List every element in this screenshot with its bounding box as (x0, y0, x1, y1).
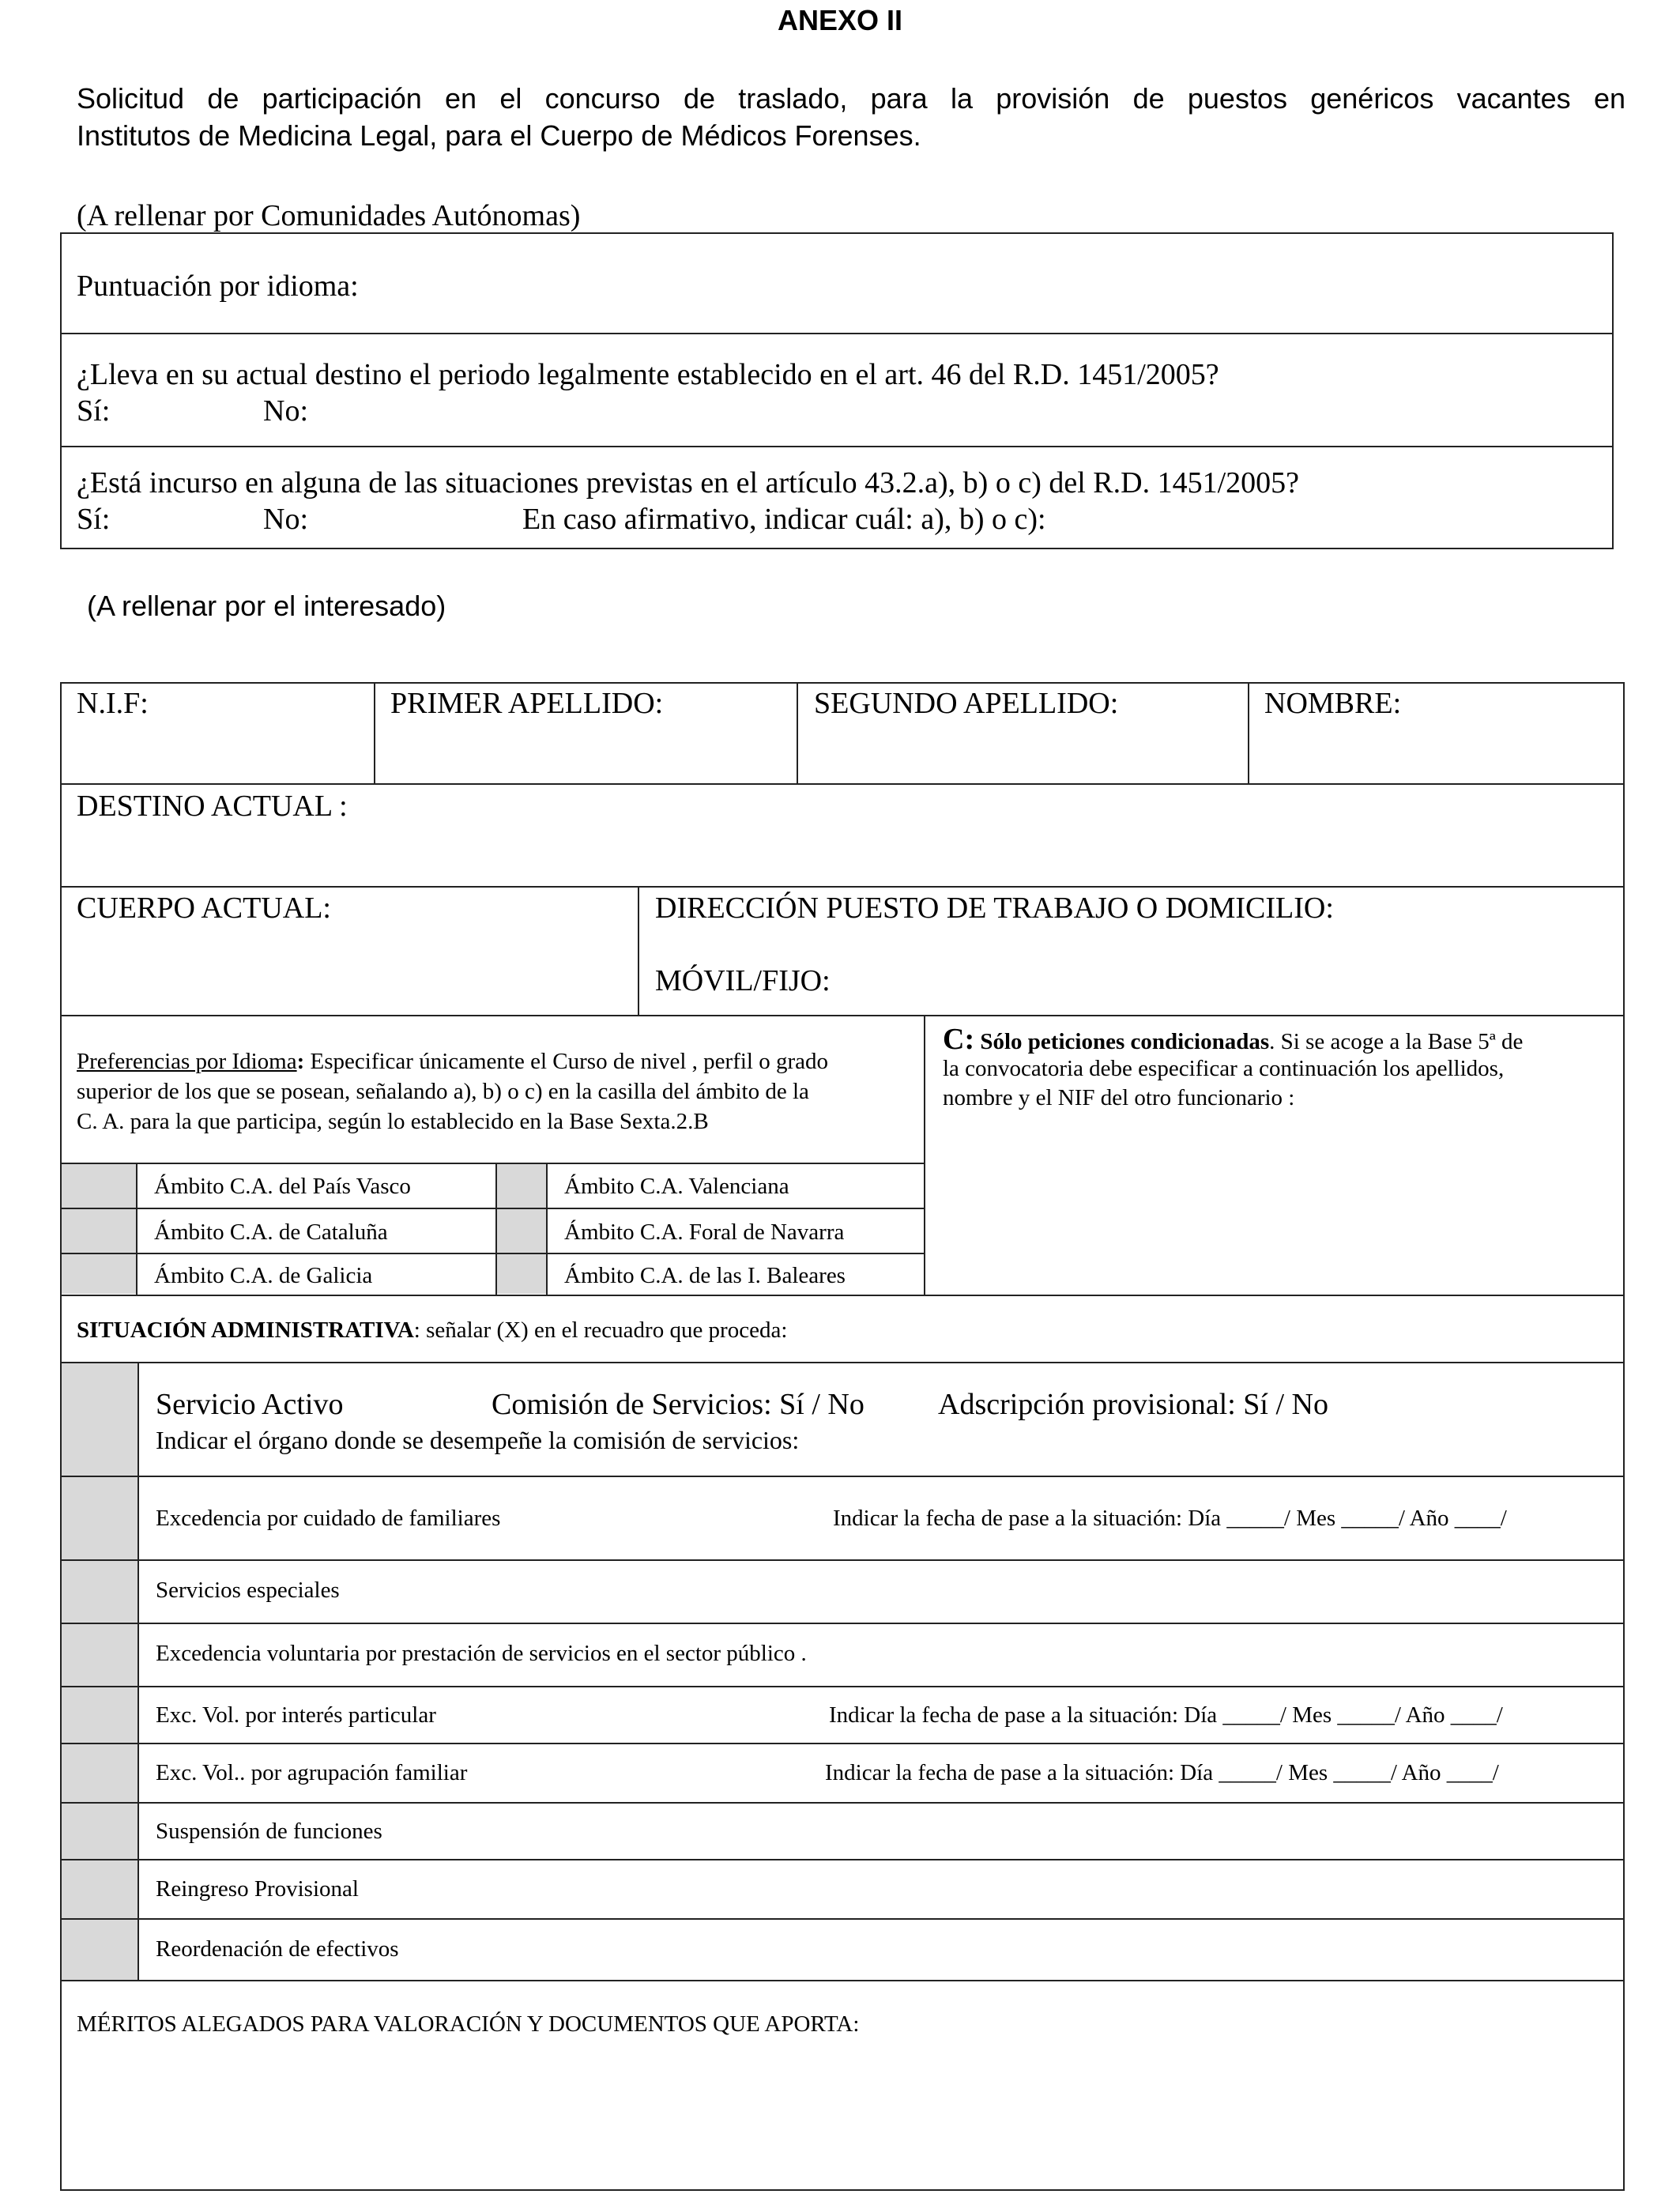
cuerpo-actual-field[interactable]: CUERPO ACTUAL: (77, 892, 331, 925)
q2-no[interactable]: No: (263, 503, 308, 536)
intro-line-1: Solicitud de participación en el concurso de traslado, para la provisión de puestos genéricos vacantes en (77, 82, 1625, 115)
divider (60, 446, 1614, 447)
idioma-text-1 (77, 1050, 828, 1073)
nif-field[interactable]: N.I.F: (77, 687, 149, 720)
meritos-field[interactable]: MÉRITOS ALEGADOS PARA VALORACIÓN Y DOCUMENTOS QUE APORTA: (77, 2011, 860, 2037)
ambito-valenciana: Ámbito C.A. Valenciana (564, 1174, 789, 1199)
idioma-label: Preferencias por Idioma (77, 1049, 297, 1074)
ambito-cataluna: Ámbito C.A. de Cataluña (154, 1220, 388, 1245)
condicionadas-text: . Si se acoge a la Base 5ª de (1269, 1029, 1524, 1054)
situacion-heading (77, 1319, 787, 1342)
fecha-pase-field[interactable]: Indicar la fecha de pase a la situación: Día _____/ Mes _____/ Año ____/ (833, 1506, 1507, 1531)
segundo-apellido-field[interactable]: SEGUNDO APELLIDO: (814, 687, 1119, 720)
situacion-reingreso: Reingreso Provisional (156, 1876, 359, 1902)
ambito-checkbox-column[interactable] (62, 1164, 136, 1294)
situacion-checkbox-column[interactable] (62, 1363, 137, 1980)
puntuacion-label: Puntuación por idioma: (77, 270, 359, 303)
idioma-colon: : (296, 1049, 305, 1074)
divider (60, 333, 1614, 334)
situacion-reordenacion: Reordenación de efectivos (156, 1936, 399, 1962)
q2-si[interactable]: Sí: (77, 503, 111, 536)
situacion-suspension: Suspensión de funciones (156, 1819, 382, 1844)
condicionadas-text-2: la convocatoria debe especificar a continuación los apellidos, (943, 1056, 1505, 1081)
intro-line-2: Institutos de Medicina Legal, para el Cuerpo de Médicos Forenses. (77, 119, 921, 152)
ambito-pais-vasco: Ámbito C.A. del País Vasco (154, 1174, 411, 1199)
ambito-baleares: Ámbito C.A. de las I. Baleares (564, 1263, 846, 1288)
primer-apellido-field[interactable]: PRIMER APELLIDO: (390, 687, 664, 720)
question-1: ¿Lleva en su actual destino el periodo legalmente establecido en el art. 46 del R.D. 1451/2005? (77, 358, 1219, 391)
adscripcion-provisional[interactable]: Adscripción provisional: Sí / No (938, 1388, 1328, 1421)
q1-si[interactable]: Sí: (77, 394, 111, 428)
page-title: ANEXO II (777, 4, 903, 36)
situacion-excedencia-sector-publico: Excedencia voluntaria por prestación de servicios en el sector público . (156, 1641, 807, 1666)
nombre-field[interactable]: NOMBRE: (1264, 687, 1402, 720)
interesado-note: (A rellenar por el interesado) (87, 590, 446, 622)
condicionadas-title (943, 1024, 1523, 1054)
situacion-bold: SITUACIÓN ADMINISTRATIVA (77, 1318, 414, 1343)
movil-field[interactable]: MÓVIL/FIJO: (655, 964, 831, 997)
organo-comision: Indicar el órgano donde se desempeñe la comisión de servicios: (156, 1426, 800, 1454)
situacion-agrupacion-familiar: Exc. Vol.. por agrupación familiar (156, 1760, 468, 1785)
situacion-interes-particular: Exc. Vol. por interés particular (156, 1702, 436, 1728)
question-2: ¿Está incurso en alguna de las situaciones previstas en el artículo 43.2.a), b) o c) del R.D. 1451/2005? (77, 466, 1299, 499)
idioma-text: Especificar únicamente el Curso de nivel , perfil o grado (304, 1049, 829, 1074)
condicionadas-text-3: nombre y el NIF del otro funcionario : (943, 1085, 1295, 1110)
q2-caso[interactable]: En caso afirmativo, indicar cuál: a), b) o c): (522, 503, 1046, 536)
ambito-galicia: Ámbito C.A. de Galicia (154, 1263, 373, 1288)
situacion-text: : señalar (X) en el recuadro que proceda: (413, 1318, 788, 1343)
condicionadas-c: C: (943, 1023, 975, 1056)
situacion-servicios-especiales: Servicios especiales (156, 1578, 340, 1603)
fecha-pase-field[interactable]: Indicar la fecha de pase a la situación: Día _____/ Mes _____/ Año ____/ (825, 1760, 1499, 1785)
comision-servicios[interactable]: Comisión de Servicios: Sí / No (492, 1388, 864, 1421)
ccaa-note: (A rellenar por Comunidades Autónomas) (77, 199, 581, 232)
ambito-navarra: Ámbito C.A. Foral de Navarra (564, 1220, 845, 1245)
condicionadas-bold: Sólo peticiones condicionadas (974, 1029, 1270, 1054)
q1-no[interactable]: No: (263, 394, 308, 428)
idioma-text-3: C. A. para la que participa, según lo establecido en la Base Sexta.2.B (77, 1109, 709, 1134)
situacion-cuidado-familiares: Excedencia por cuidado de familiares (156, 1506, 501, 1531)
fecha-pase-field[interactable]: Indicar la fecha de pase a la situación: Día _____/ Mes _____/ Año ____/ (829, 1702, 1503, 1728)
direccion-field[interactable]: DIRECCIÓN PUESTO DE TRABAJO O DOMICILIO: (655, 892, 1334, 925)
servicio-activo: Servicio Activo (156, 1388, 344, 1421)
destino-actual-field[interactable]: DESTINO ACTUAL : (77, 790, 348, 823)
ambito-checkbox-column[interactable] (495, 1164, 546, 1294)
idioma-text-2: superior de los que se posean, señalando a), b) o c) en la casilla del ámbito de la (77, 1079, 809, 1104)
